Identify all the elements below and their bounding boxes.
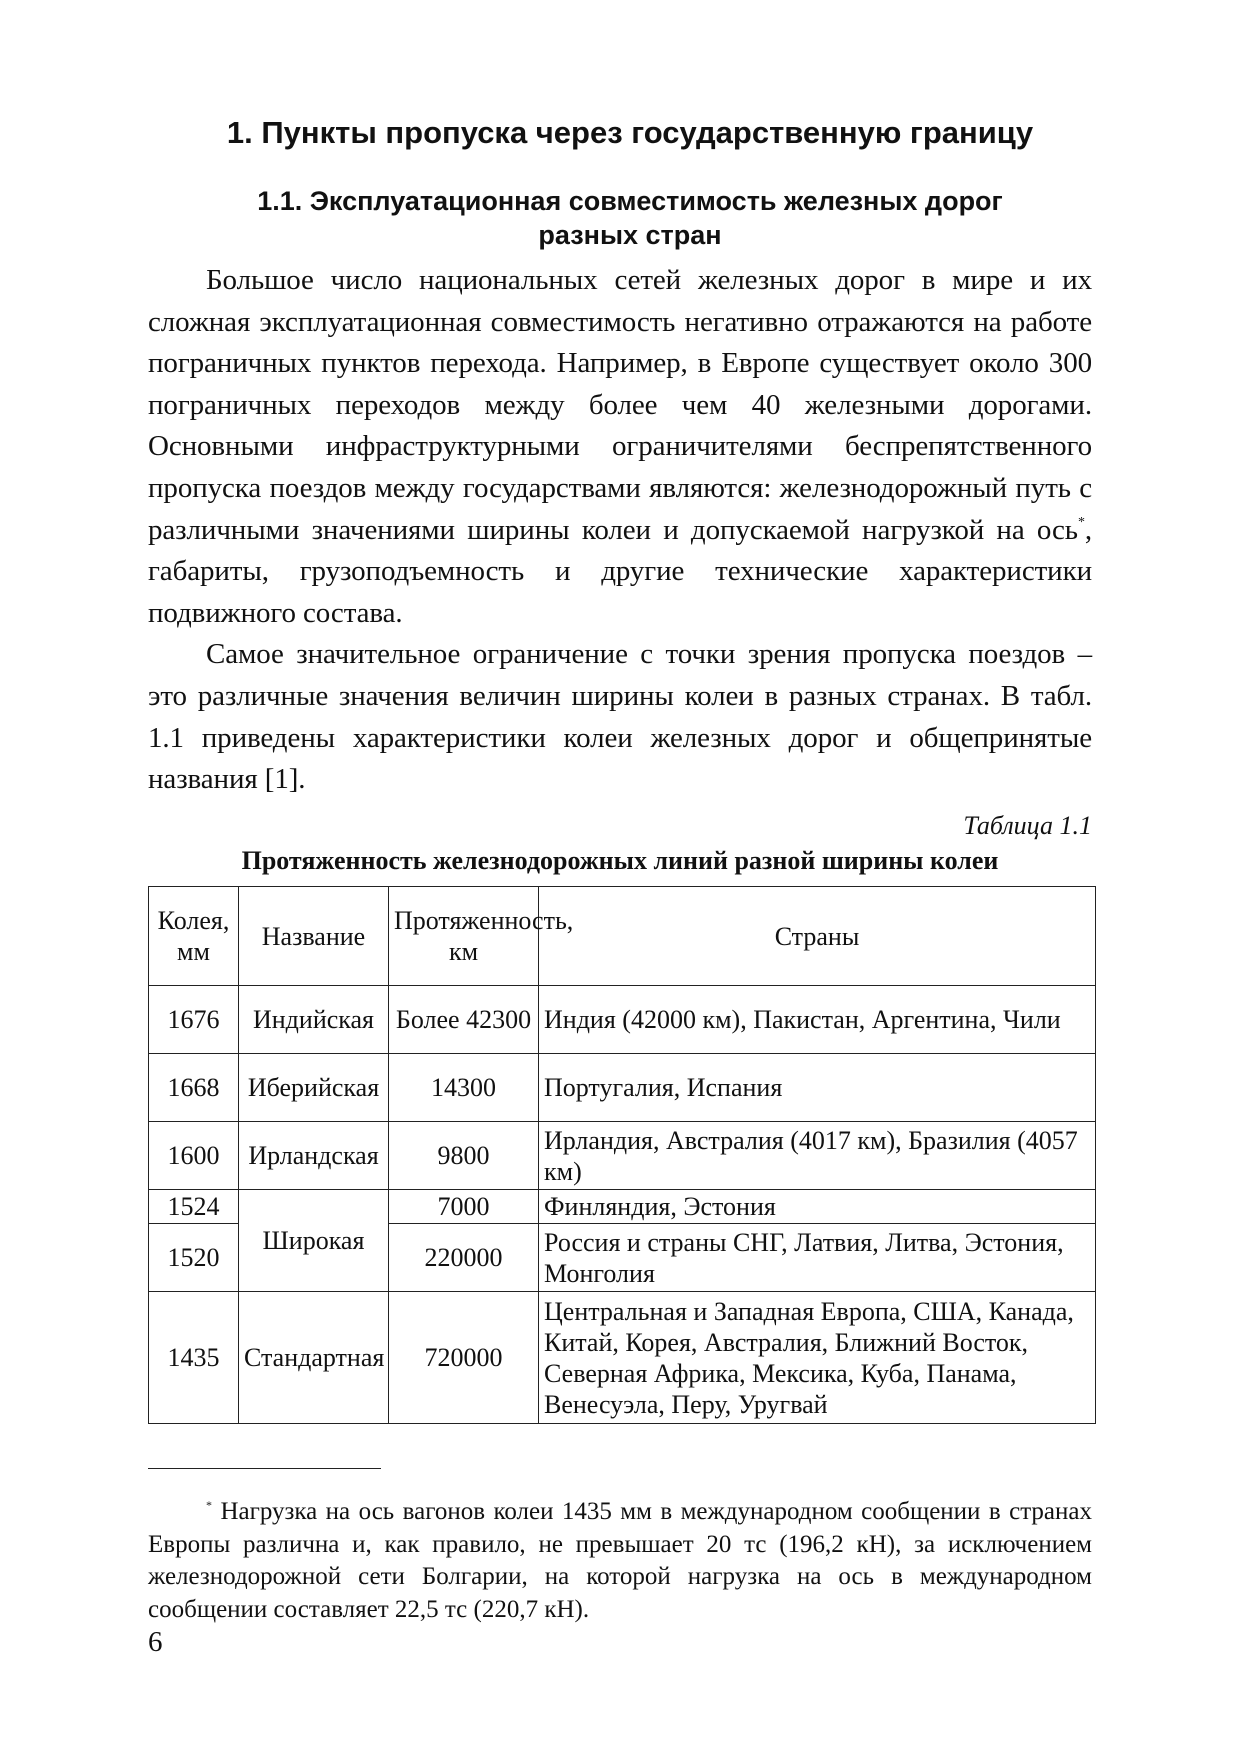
cell-gauge: 1668 [149, 1054, 239, 1122]
table-row [149, 1292, 1096, 1424]
section-heading [150, 184, 1110, 252]
cell-length: 720000 [389, 1292, 539, 1424]
header-gauge: Колея, мм [149, 887, 239, 986]
cell-countries: Россия и страны СНГ, Латвия, Литва, Эстония, Монголия [539, 1224, 1096, 1292]
cell-gauge: 1600 [149, 1122, 239, 1190]
cell-length: Более 42300 [389, 986, 539, 1054]
cell-countries: Финляндия, Эстония [539, 1190, 1096, 1224]
cell-countries: Индия (42000 км), Пакистан, Аргентина, Чили [539, 986, 1096, 1054]
table-row [149, 986, 1096, 1054]
body-text [148, 260, 1092, 801]
cell-length: 9800 [389, 1122, 539, 1190]
cell-gauge: 1435 [149, 1292, 239, 1424]
cell-countries: Центральная и Западная Европа, США, Канада, Китай, Корея, Австралия, Ближний Восток, Северная Африка, Мексика, Куба, Панама, Венесуэла, Перу, Уругвай [539, 1292, 1096, 1424]
paragraph-2: Самое значительное ограничение с точки зрения пропуска поездов – это различные значения величин ширины колеи в разных странах. В табл. 1.1 приведены характеристики колеи железных дорог и общепринятые названия [1]. [148, 638, 1092, 796]
cell-name: Ирландская [239, 1122, 389, 1190]
cell-name: Иберийская [239, 1054, 389, 1122]
cell-gauge: 1520 [149, 1224, 239, 1292]
chapter-heading: 1. Пункты пропуска через государственную границу [226, 115, 1034, 150]
gauge-table [148, 886, 1096, 1424]
header-countries: Страны [539, 887, 1096, 986]
table-header-row [149, 887, 1096, 986]
footnote-mark: * [206, 1498, 212, 1512]
cell-length: 14300 [389, 1054, 539, 1122]
table-row [149, 1190, 1096, 1224]
footnote [148, 1496, 1092, 1626]
cell-countries: Португалия, Испания [539, 1054, 1096, 1122]
paragraph-1-part-b: , габариты, грузоподъемность и другие технические характеристики подвижного состава. [148, 513, 1092, 629]
cell-name: Индийская [239, 986, 389, 1054]
footnote-paragraph [148, 1496, 1092, 1626]
paragraph-1-part-a: Большое число национальных сетей железных дорог в мире и их сложная эксплуатационная совместимость негативно отражаются на работе пограничных пунктов перехода. Например, в Европе существует около 300 пограничных переходов между более чем 40 железными дорогами. Основными инфраструктурными ограничителями беспрепятственного пропуска поездов между государствами являются: железнодорожный путь с различными значениями ширины колеи и допускаемой нагрузкой на ось [148, 264, 1092, 546]
section-heading-line-2: разных стран [538, 220, 722, 250]
cell-length: 220000 [389, 1224, 539, 1292]
cell-countries: Ирландия, Австралия (4017 км), Бразилия (4057 км) [539, 1122, 1096, 1190]
cell-name: Широкая [239, 1190, 389, 1292]
page-number: 6 [148, 1626, 163, 1658]
cell-length: 7000 [389, 1190, 539, 1224]
header-length: Протяженность, км [389, 887, 539, 986]
table-title: Протяженность железнодорожных линий разной ширины колеи [241, 846, 999, 875]
cell-gauge: 1676 [149, 986, 239, 1054]
footnote-text: Нагрузка на ось вагонов колеи 1435 мм в международном сообщении в странах Европы различна и, как правило, не превышает 20 тс (196,2 кН), за исключением железнодорожной сети Болгарии, на которой нагрузка на ось в международном сообщении составляет 22,5 тс (220,7 кН). [148, 1498, 1092, 1623]
cell-name: Стандартная [239, 1292, 389, 1424]
footnote-reference: * [1077, 514, 1085, 530]
table-row [149, 1122, 1096, 1190]
table-row [149, 1054, 1096, 1122]
section-heading-line-1: 1.1. Эксплуатационная совместимость железных дорог [257, 186, 1003, 216]
paragraph-1 [148, 260, 1092, 634]
header-name: Название [239, 887, 389, 986]
footnote-divider [148, 1468, 381, 1469]
table-caption: Таблица 1.1 [963, 811, 1092, 840]
cell-gauge: 1524 [149, 1190, 239, 1224]
